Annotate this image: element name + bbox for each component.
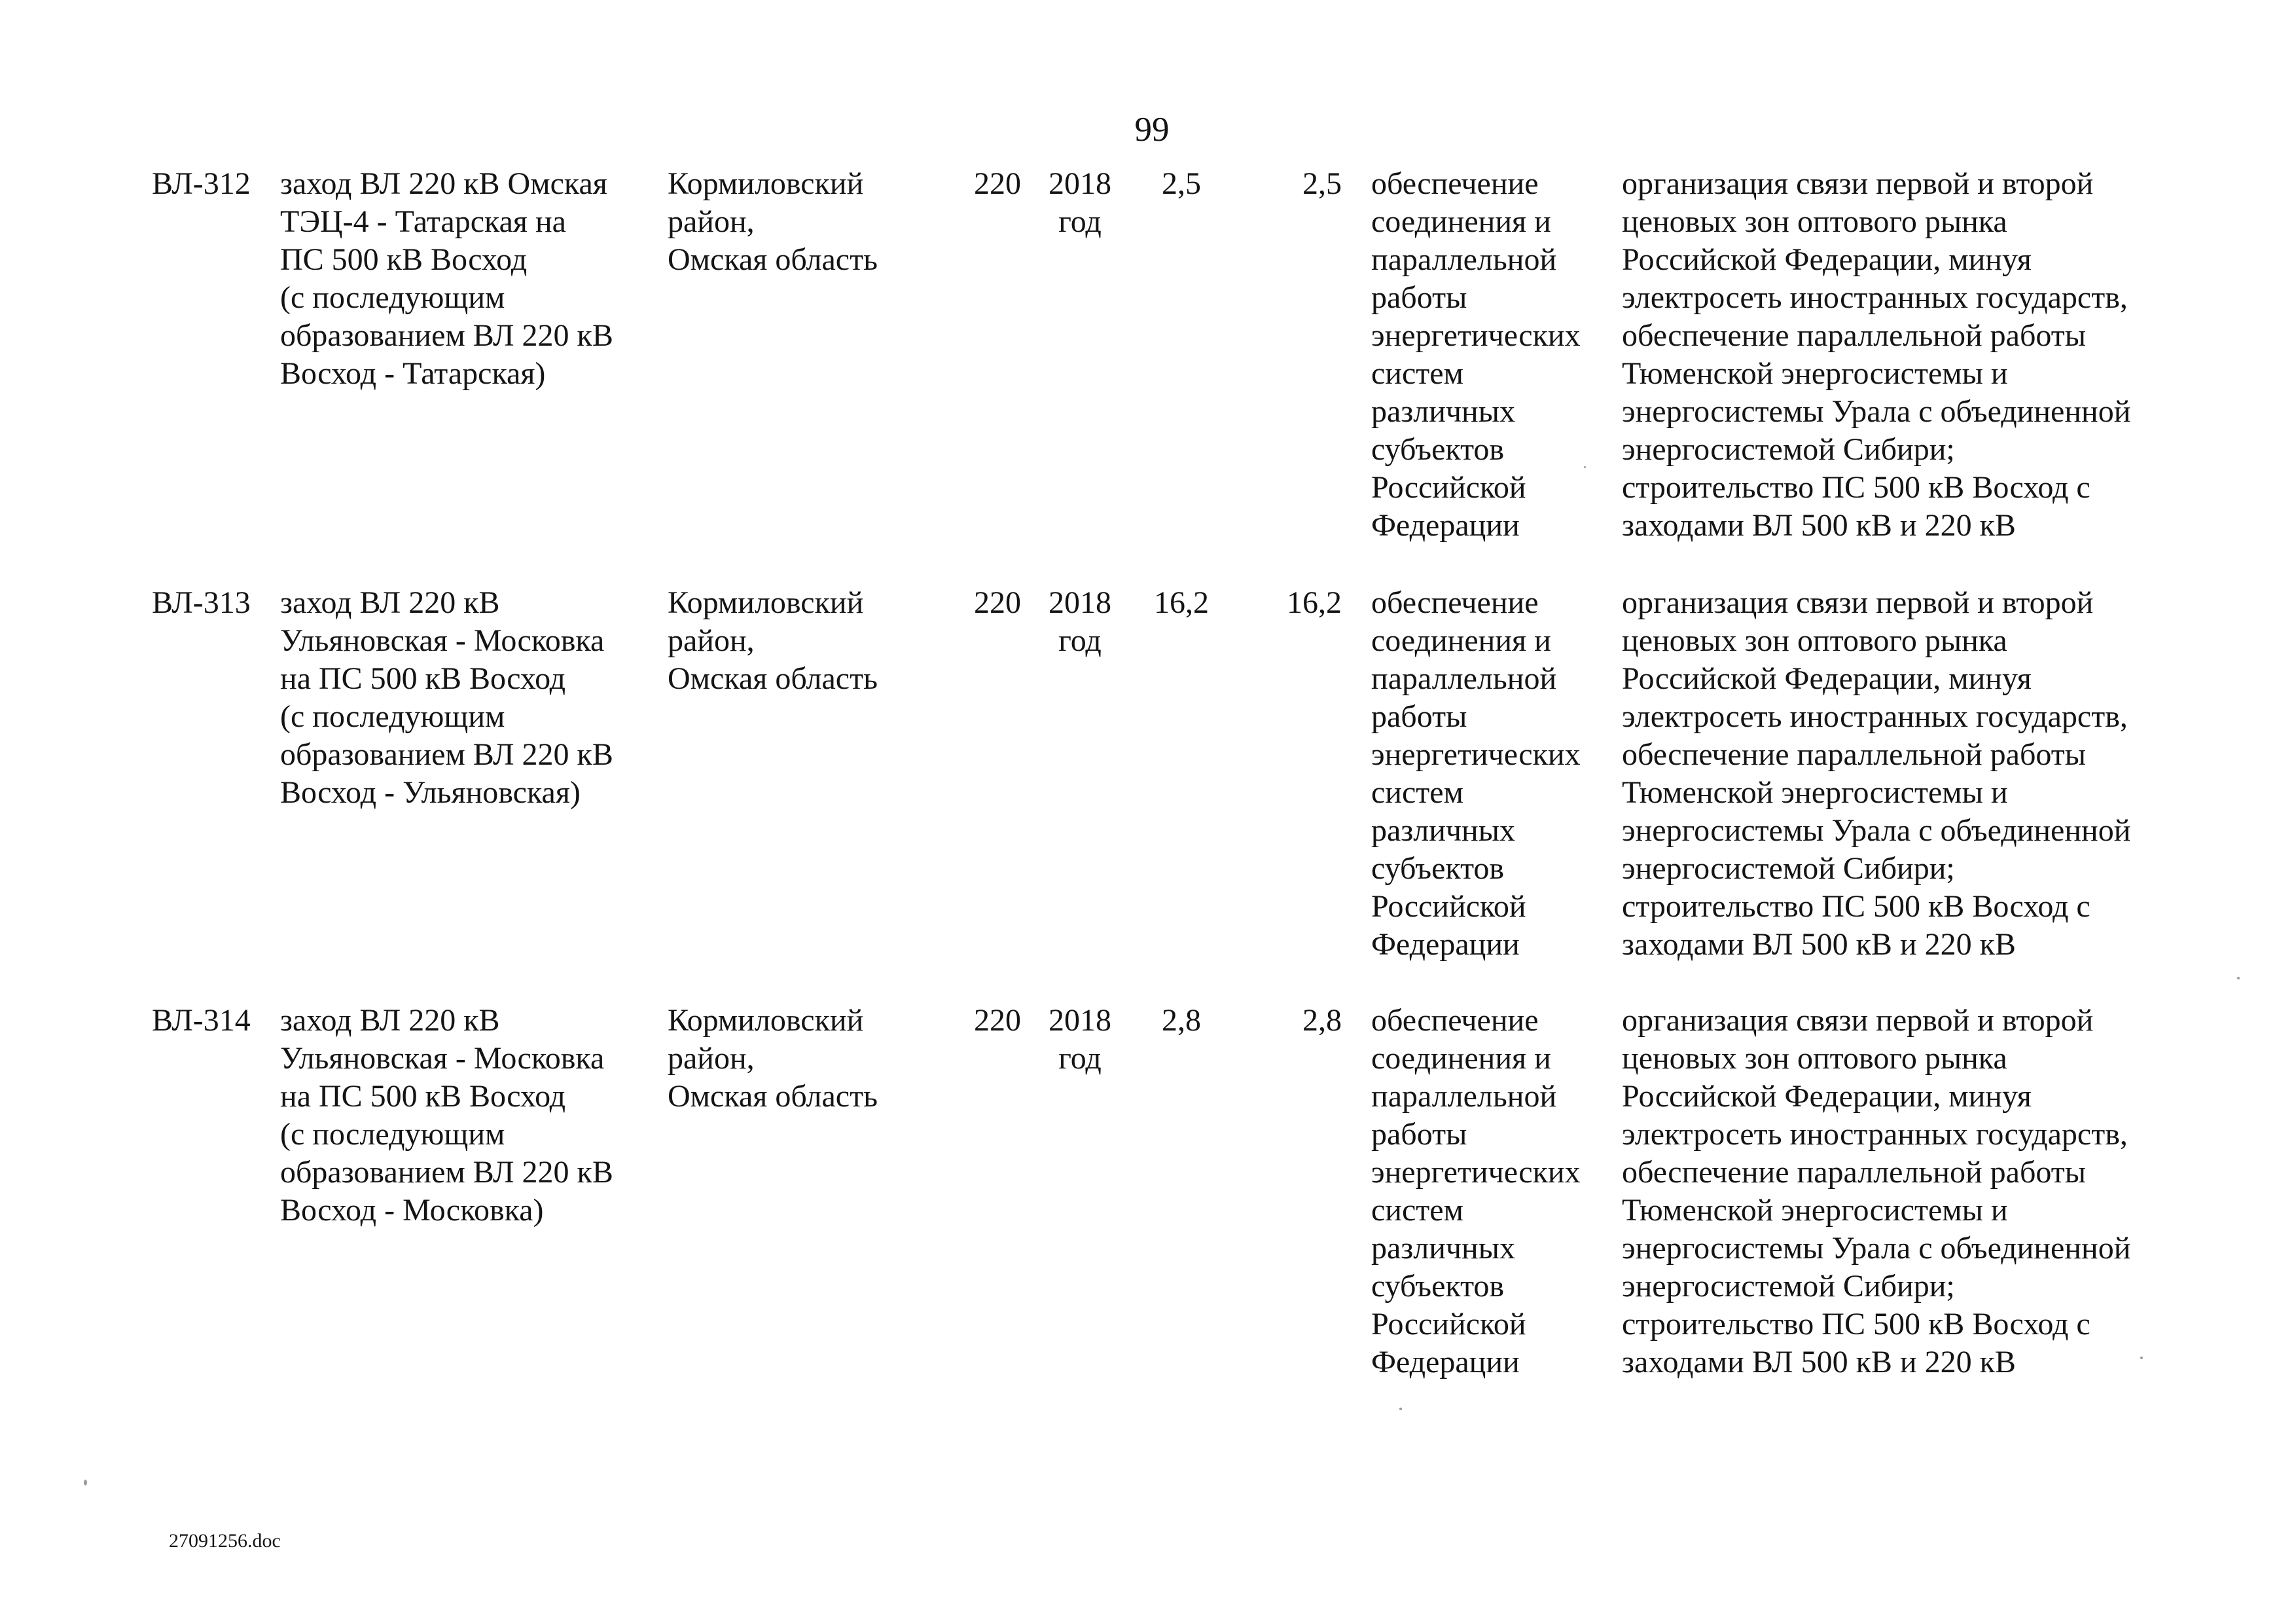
object-reason: организация связи первой и второй ценовых зон оптового рынка Российской Федерации, минуя электросеть иностранных государств, обеспечение параллельной работы Тюменской энергосистемы и энергосистемы Урала с объединенной энергосистемой Сибири; строительство ПС 500 кВ Восход с заходами ВЛ 500 кВ и 220 кВ bbox=[1622, 166, 2131, 543]
object-year: 2018 год bbox=[1049, 166, 1111, 239]
scan-speck bbox=[84, 1480, 87, 1486]
object-name: заход ВЛ 220 кВ Ульяновская - Московка на ПС 500 кВ Восход (с последующим образованием ВЛ 220 кВ Восход - Ульяновская) bbox=[280, 585, 613, 810]
object-purpose: обеспечение соединения и параллельной работы энергетических систем различных субъектов Российской Федерации bbox=[1371, 1003, 1581, 1379]
object-length-1: 2,8 bbox=[1162, 1003, 1201, 1038]
object-purpose: обеспечение соединения и параллельной работы энергетических систем различных субъектов Российской Федерации bbox=[1371, 166, 1581, 543]
object-code: ВЛ-313 bbox=[152, 585, 251, 620]
object-length-1: 2,5 bbox=[1162, 166, 1201, 201]
object-length-2: 16,2 bbox=[1287, 585, 1342, 620]
object-region: Кормиловский район, Омская область bbox=[668, 585, 878, 696]
table-row bbox=[0, 1002, 2296, 1408]
scan-speck bbox=[1399, 1408, 1402, 1410]
object-code: ВЛ-314 bbox=[152, 1003, 251, 1038]
object-voltage: 220 bbox=[974, 166, 1021, 201]
object-year: 2018 год bbox=[1049, 585, 1111, 658]
table-row bbox=[0, 584, 2296, 990]
table-row bbox=[0, 165, 2296, 571]
object-voltage: 220 bbox=[974, 1003, 1021, 1038]
object-length-2: 2,8 bbox=[1302, 1003, 1342, 1038]
object-purpose: обеспечение соединения и параллельной работы энергетических систем различных субъектов Российской Федерации bbox=[1371, 585, 1581, 962]
object-name: заход ВЛ 220 кВ Ульяновская - Московка на ПС 500 кВ Восход (с последующим образованием ВЛ 220 кВ Восход - Московка) bbox=[280, 1003, 613, 1228]
scan-speck bbox=[2140, 1357, 2143, 1359]
object-length-1: 16,2 bbox=[1154, 585, 1209, 620]
object-year: 2018 год bbox=[1049, 1003, 1111, 1076]
object-region: Кормиловский район, Омская область bbox=[668, 166, 878, 277]
object-length-2: 2,5 bbox=[1302, 166, 1342, 201]
object-name: заход ВЛ 220 кВ Омская ТЭЦ-4 - Татарская на ПС 500 кВ Восход (с последующим образованием ВЛ 220 кВ Восход - Татарская) bbox=[280, 166, 613, 391]
scan-speck bbox=[2237, 977, 2240, 979]
object-reason: организация связи первой и второй ценовых зон оптового рынка Российской Федерации, минуя электросеть иностранных государств, обеспечение параллельной работы Тюменской энергосистемы и энергосистемы Урала с объединенной энергосистемой Сибири; строительство ПС 500 кВ Восход с заходами ВЛ 500 кВ и 220 кВ bbox=[1622, 585, 2131, 962]
scan-speck bbox=[1584, 466, 1586, 468]
document-file-code: 27091256.doc bbox=[169, 1530, 281, 1552]
object-region: Кормиловский район, Омская область bbox=[668, 1003, 878, 1114]
object-voltage: 220 bbox=[974, 585, 1021, 620]
object-code: ВЛ-312 bbox=[152, 166, 251, 201]
page-number: 99 bbox=[1134, 111, 1170, 149]
object-reason: организация связи первой и второй ценовых зон оптового рынка Российской Федерации, минуя электросеть иностранных государств, обеспечение параллельной работы Тюменской энергосистемы и энергосистемы Урала с объединенной энергосистемой Сибири; строительство ПС 500 кВ Восход с заходами ВЛ 500 кВ и 220 кВ bbox=[1622, 1003, 2131, 1379]
